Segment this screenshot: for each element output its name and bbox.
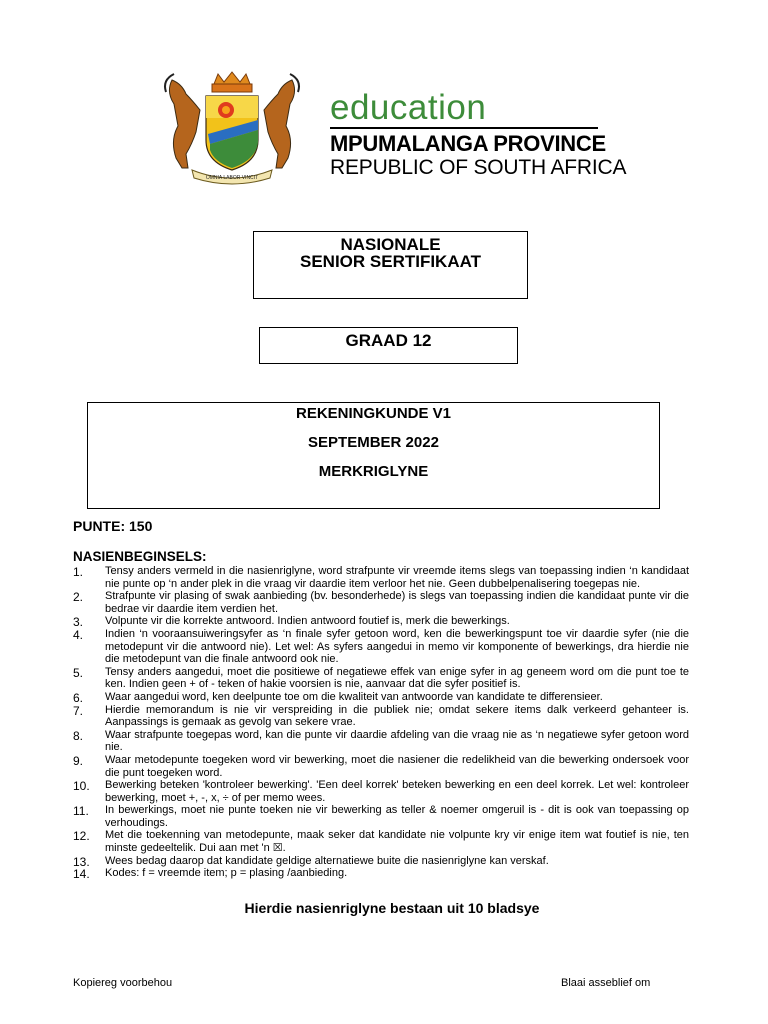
principle-number: 5. [73, 665, 84, 680]
principle-number: 14. [73, 867, 90, 882]
grade-label: GRAAD 12 [345, 331, 432, 350]
principle-number: 4. [73, 627, 84, 642]
principle-item [73, 779, 689, 804]
crest-motto: OMNIA LABOR VINCIT [205, 175, 259, 181]
principle-number: 13. [73, 854, 90, 869]
logo-education-text: education [330, 88, 487, 127]
page-count-note: Hierdie nasienriglyne bestaan uit 10 bladsye [244, 900, 540, 916]
principle-text: Volpunte vir die korrekte antwoord. Indien antwoord foutief is, merk die bewerkings. [105, 615, 510, 628]
footer-turn-over: Blaai asseblief om [561, 977, 651, 989]
principle-text: Waar aangedui word, ken deelpunte toe om die kwaliteit van antwoorde van kandidate te differensieer. [105, 690, 603, 703]
principle-text: Kodes: f = vreemde item; p = plasing /aanbieding. [105, 867, 348, 880]
principle-item [73, 754, 689, 779]
footer-copyright: Kopiereg voorbehou [73, 977, 173, 989]
principle-number: 9. [73, 753, 84, 768]
principle-text: Tensy anders aangedui, moet die positiewe of negatiewe effek van enige syfer in ag geneem word om die punt toe te ken. Indien geen + of - teken of hakie voorsien is nie, aanvaar dat die syfer positief is. [105, 665, 689, 691]
principle-text: Tensy anders vermeld in die nasienriglyne, word strafpunte vir vreemde items slegs van toepassing indien ‘n kandidaat nie punte op ‘n ander plek in die vraag vir daardie item verloor het nie. Geen dubbelpenalisering toegepas nie. [105, 565, 689, 590]
document-type: MERKRIGLYNE [318, 463, 429, 480]
principle-item [73, 829, 689, 854]
principle-text: In bewerkings, moet nie punte toeken nie vir bewerking as teller & noemer omgeruil is - dit is ook van toepassing op verhoudings. [105, 804, 689, 829]
principle-text: Waar metodepunte toegeken word vir bewerking, moet die nasiener die redelikheid van die bewerking ondersoek voor die punt toegeken word. [105, 753, 689, 779]
grade-box [259, 327, 518, 364]
principle-item [73, 804, 689, 829]
principle-item [73, 590, 689, 615]
principle-item [73, 691, 689, 704]
subject-box [87, 402, 660, 509]
principle-item [73, 855, 689, 868]
principle-item [73, 666, 689, 691]
principle-number: 10. [73, 779, 90, 794]
principle-number: 12. [73, 829, 90, 844]
principle-text: Hierdie memorandum is nie vir verspreiding in die publiek nie; omdat sekere items dalk verkeerd gehanteer is. Aanpassings is gemaak as gevolg van sekere vrae. [105, 703, 689, 729]
principle-number: 6. [73, 690, 84, 705]
logo-republic-text: REPUBLIC OF SOUTH AFRICA [330, 156, 627, 179]
principle-item [73, 615, 689, 628]
total-marks: PUNTE: 150 [73, 518, 153, 534]
certificate-title-line1: NASIONALE [340, 235, 441, 254]
principle-number: 2. [73, 590, 84, 605]
principle-item [73, 628, 689, 666]
principles-heading: NASIENBEGINSELS: [73, 549, 207, 564]
mpumalanga-coat-of-arms-icon [152, 70, 312, 185]
principle-text: Strafpunte vir plasing of swak aanbieding (bv. besonderhede) is slegs van toepassing indien die kandidaat punte vir die bedrae vir daardie item verdien het. [105, 590, 689, 615]
certificate-title-line2: SENIOR SERTIFIKAAT [299, 252, 482, 271]
principle-item [73, 729, 689, 754]
logo-divider [330, 127, 598, 129]
logo-province-text: MPUMALANGA PROVINCE [330, 131, 606, 156]
subject-name: REKENINGKUNDE V1 [295, 405, 452, 422]
certificate-title-box [253, 231, 528, 299]
principle-item [73, 565, 689, 590]
principle-text: Waar strafpunte toegepas word, kan die punte vir daardie afdeling van die vraag nie as ‘n negatiewe syfer getoon word nie. [105, 728, 689, 754]
principle-number: 3. [73, 615, 84, 630]
principle-text: Wees bedag daarop dat kandidate geldige alternatiewe buite die nasienriglyne kan verskaf. [105, 854, 549, 867]
principle-number: 7. [73, 703, 84, 718]
marking-principles-list [73, 565, 689, 880]
principle-item [73, 867, 689, 880]
principle-number: 11. [73, 804, 89, 819]
principle-text: Met die toekenning van metodepunte, maak seker dat kandidate nie volpunte kry vir enige item wat foutief is nie, ten minste gedeeltelik. Dui aan met 'n ☒. [105, 829, 689, 855]
principle-number: 8. [73, 728, 84, 743]
principle-text: Bewerking beteken 'kontroleer bewerking'. 'Een deel korrek' beteken bewerking en een deel korrek. Let wel: kontroleer bewerking, moet +, -, x, ÷ of per memo wees. [105, 779, 689, 804]
principle-text: Indien ‘n vooraansuiweringsyfer as ‘n finale syfer getoon word, ken die bewerkingspunt toe vir daardie syfer (nie die metodepunt vir die antwoord nie). Let wel: As syfers aangedui in memo vir komponente of bewerkings, dra hierdie nie die metodepunt van die finale antwoord ook nie. [105, 627, 689, 666]
principle-item [73, 704, 689, 729]
exam-date: SEPTEMBER 2022 [308, 434, 439, 451]
principle-number: 1. [73, 565, 84, 579]
